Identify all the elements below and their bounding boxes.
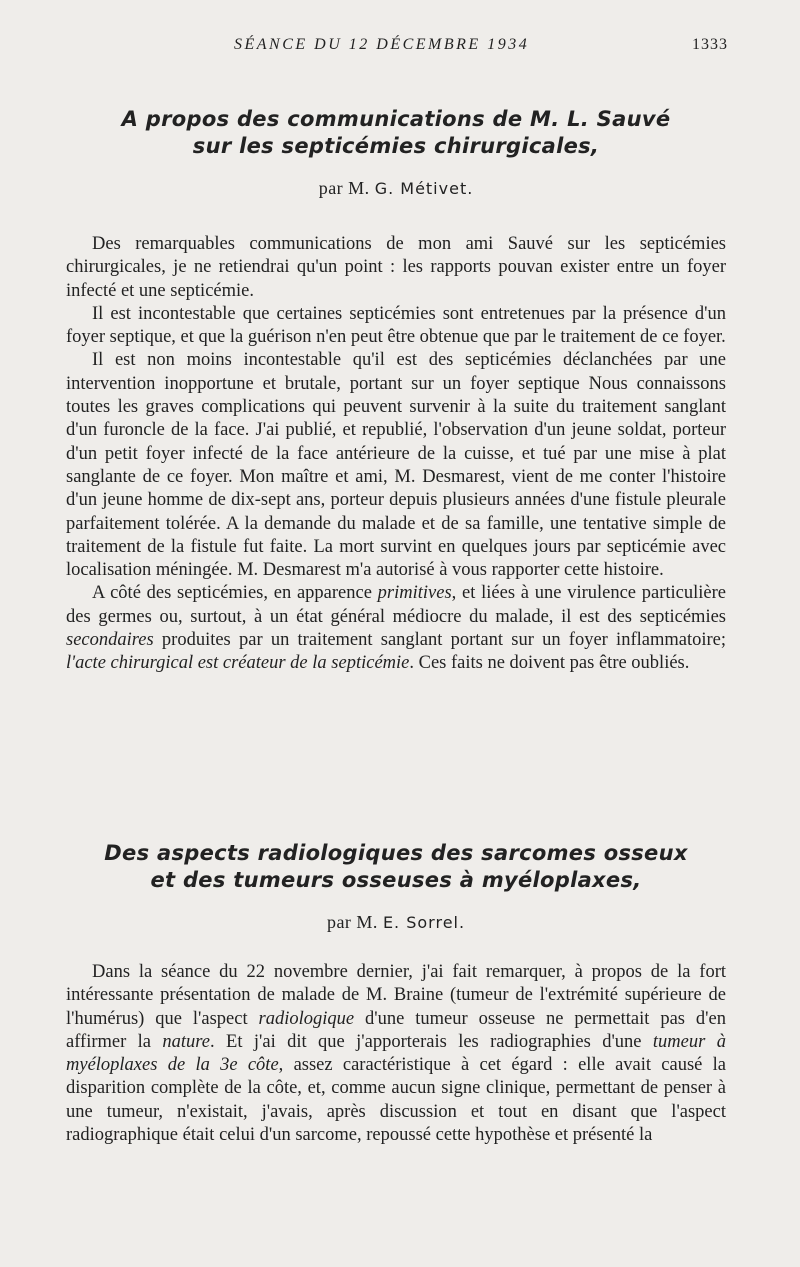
running-title: SÉANCE DU 12 DÉCEMBRE 1934: [234, 36, 530, 53]
paragraph: Des remarquables communications de mon ami Sauvé sur les septicémies chirurgicales, je ne retiendrai qu'un point : les rapports pouvan exister entre un foyer infecté et une septicémie.: [66, 234, 726, 301]
article-title: [66, 106, 726, 160]
running-header: [0, 36, 800, 56]
article-byline: [66, 178, 726, 199]
article-title: [66, 840, 726, 894]
paragraph: A côté des septicémies, en apparence primitives, et liées à une virulence particulière des germes ou, surtout, à un état général médiocre du malade, il est des septicémies secondaires produites par un traitement sanglant portant sur un foyer inflammatoire; l'acte chirurgical est créateur de la septicémie. Ces faits ne doivent pas être oubliés.: [66, 583, 726, 674]
article-metivet: [66, 106, 726, 676]
paragraph: Il est non moins incontestable qu'il est des septicémies déclanchées par une intervention inopportune et brutale, portant sur un foyer septique Nous connaissons toutes les graves complications qui peuvent survenir à la suite du traitement sanglant d'un furoncle de la face. J'ai publié, et republié, l'observation d'un jeune soldat, porteur d'un petit foyer infecté de la face antérieure de la cuisse, et tué par une mise à plat sanglante de ce foyer. Mon maître et ami, M. Desmarest, vient de me conter l'histoire d'un jeune homme de dix-sept ans, porteur depuis plusieurs années d'une fistule pleurale parfaitement tolérée. A la demande du malade et de sa famille, une tentative simple de traitement de la fistule fut faite. La mort survint en quelques jours par septicémie avec localisation méningée. M. Desmarest m'a autorisé à vous rapporter cette histoire.: [66, 350, 726, 581]
paragraph: Dans la séance du 22 novembre dernier, j'ai fait remarquer, à propos de la fort intéressante présentation de malade de M. Braine (tumeur de l'extrémité supérieure de l'humérus) que l'aspect radiologique d'une tumeur osseuse ne permettait pas d'en affirmer la nature. Et j'ai dit que j'apporterais les radiographies d'une tumeur à myéloplaxes de la 3e côte, assez caractéristique à cet égard : elle avait causé la disparition complète de la côte, et, comme aucun signe clinique, permettant de penser à une tumeur, n'existait, j'avais, après discussion et tout en disant que l'aspect radiographique était celui d'un sarcome, repoussé cette hypothèse et présenté la: [66, 962, 727, 1146]
byline-prefix: par M.: [326, 912, 378, 932]
article-body: [66, 961, 726, 1147]
paragraph: Il est incontestable que certaines septicémies sont entretenues par la présence d'un foyer septique, et que la guérison n'en peut être obtenue que par le traitement de ce foyer.: [66, 303, 726, 348]
article-byline: [66, 912, 726, 933]
author-name: G. Métivet.: [374, 179, 474, 198]
article-body: [66, 233, 726, 676]
page-number: 1333: [692, 36, 728, 53]
author-name: E. Sorrel.: [382, 913, 466, 932]
article-title-line-2: et des tumeurs osseuses à myéloplaxes,: [150, 868, 642, 892]
article-sorrel: [66, 840, 726, 1147]
article-title-line-2: sur les septicémies chirurgicales,: [192, 134, 600, 158]
article-title-line-1: Des aspects radiologiques des sarcomes osseux: [104, 841, 688, 865]
byline-prefix: par M.: [318, 178, 370, 198]
article-title-line-1: A propos des communications de M. L. Sauvé: [121, 107, 671, 131]
